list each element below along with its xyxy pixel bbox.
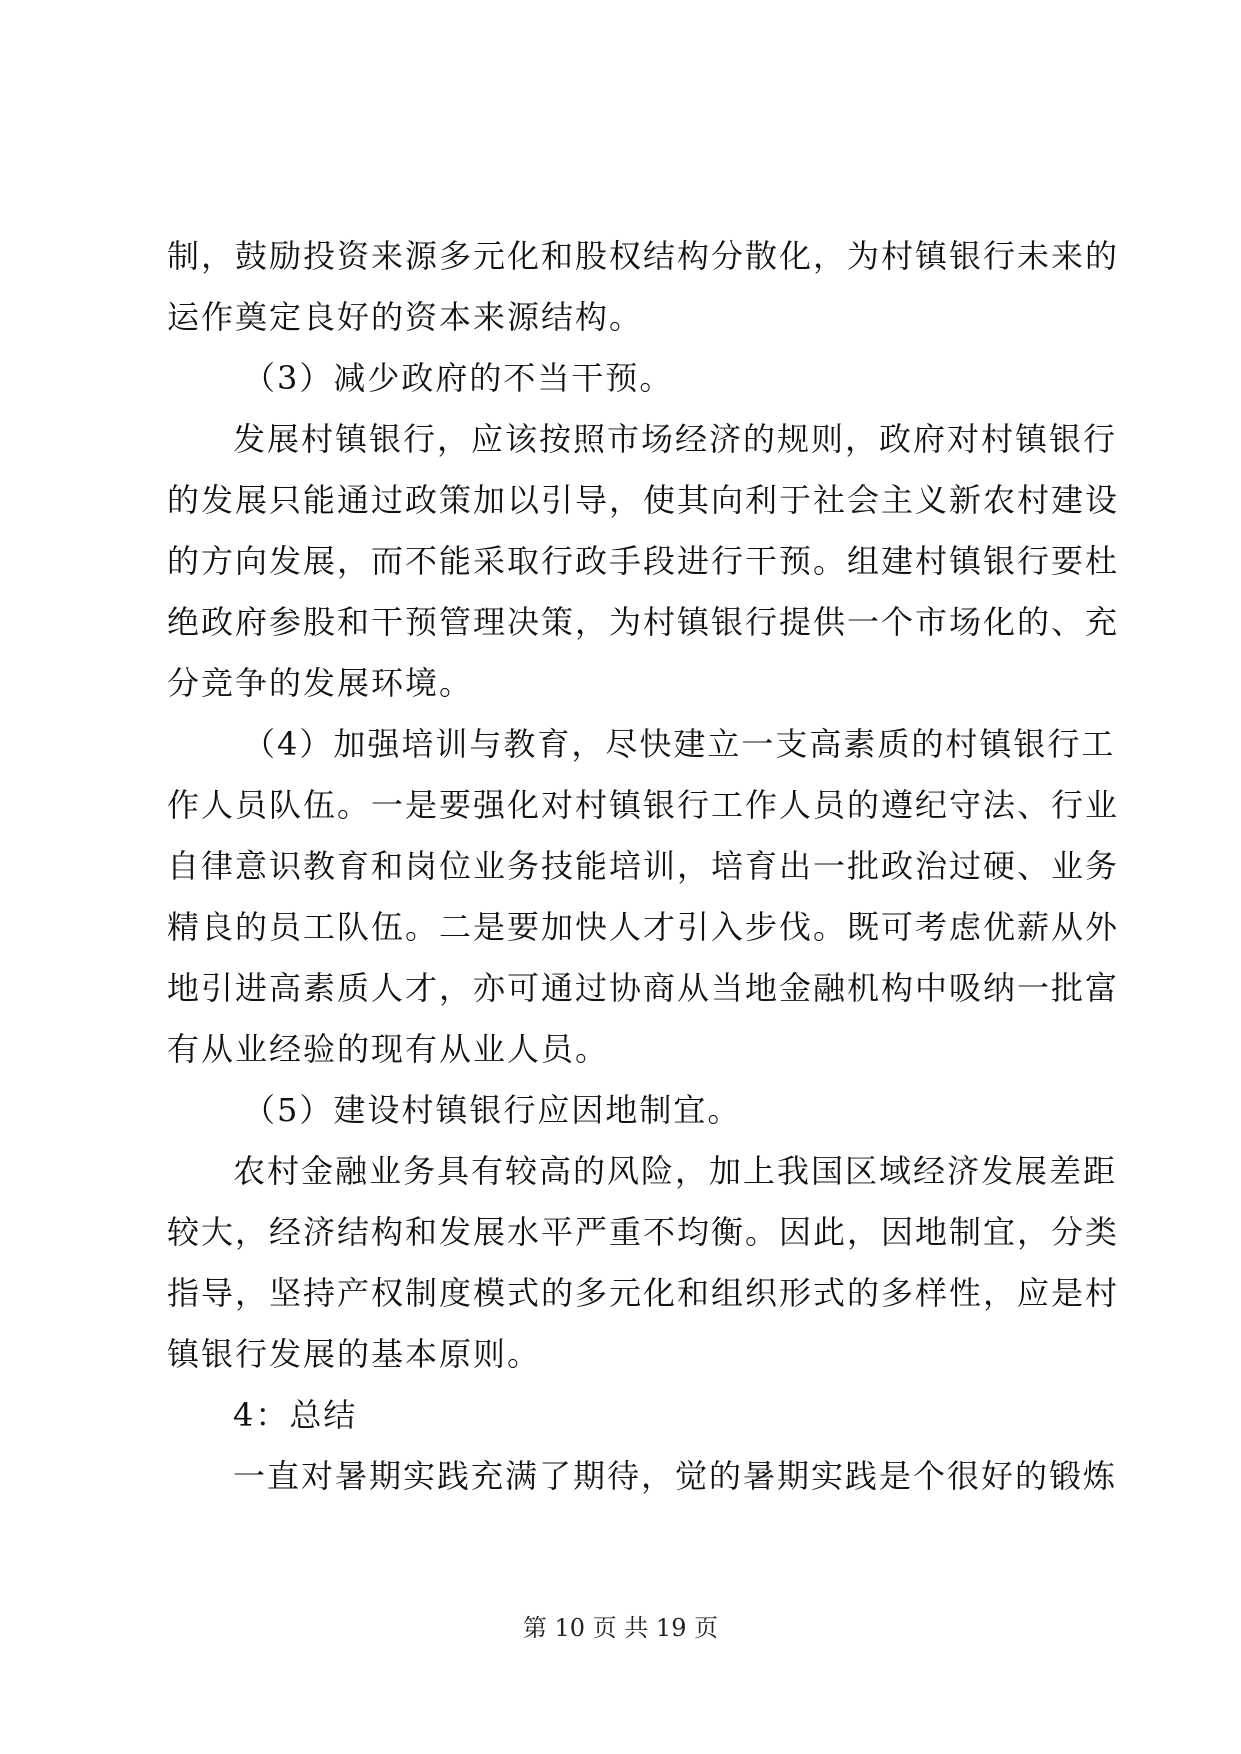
paragraph-line: 作人员队伍。一是要强化对村镇银行工作人员的遵纪守法、行业 (167, 786, 1120, 824)
paragraph-line: 分竞争的发展环境。 (167, 664, 474, 702)
page-number-footer: 第 10 页 共 19 页 (522, 1614, 719, 1642)
paragraph-line: 有从业经验的现有从业人员。 (167, 1030, 610, 1068)
paragraph-line: 的发展只能通过政策加以引导，使其向利于社会主义新农村建设 (167, 481, 1120, 519)
paragraph-line: 一直对暑期实践充满了期待，觉的暑期实践是个很好的锻炼 (233, 1457, 1118, 1495)
paragraph-line: 较大，经济结构和发展水平严重不均衡。因此，因地制宜，分类 (167, 1213, 1120, 1251)
paragraph-line: 发展村镇银行，应该按照市场经济的规则，政府对村镇银行 (233, 420, 1118, 458)
paragraph-line: 的方向发展，而不能采取行政手段进行干预。组建村镇银行要杜 (167, 542, 1120, 580)
paragraph-line: 制，鼓励投资来源多元化和股权结构分散化，为村镇银行未来的 (167, 237, 1120, 275)
paragraph-line: 自律意识教育和岗位业务技能培训，培育出一批政治过硬、业务 (167, 847, 1120, 885)
paragraph-line: 镇银行发展的基本原则。 (167, 1335, 542, 1373)
document-body (167, 226, 1120, 1507)
section-heading: （5）建设村镇银行应因地制宜。 (243, 1091, 742, 1129)
paragraph-line: 农村金融业务具有较高的风险，加上我国区域经济发展差距 (233, 1152, 1118, 1190)
paragraph-line: 运作奠定良好的资本来源结构。 (167, 298, 644, 336)
paragraph-line: 精良的员工队伍。二是要加快人才引入步伐。既可考虑优薪从外 (167, 908, 1120, 946)
section-heading: （3）减少政府的不当干预。 (243, 359, 674, 397)
section-heading: （4）加强培训与教育，尽快建立一支高素质的村镇银行工 (243, 725, 1116, 763)
paragraph-line: 指导，坚持产权制度模式的多元化和组织形式的多样性，应是村 (167, 1274, 1120, 1312)
section-heading: 4：总结 (233, 1396, 358, 1434)
paragraph-line: 绝政府参股和干预管理决策，为村镇银行提供一个市场化的、充 (167, 603, 1120, 641)
paragraph-line: 地引进高素质人才，亦可通过协商从当地金融机构中吸纳一批富 (167, 969, 1120, 1007)
